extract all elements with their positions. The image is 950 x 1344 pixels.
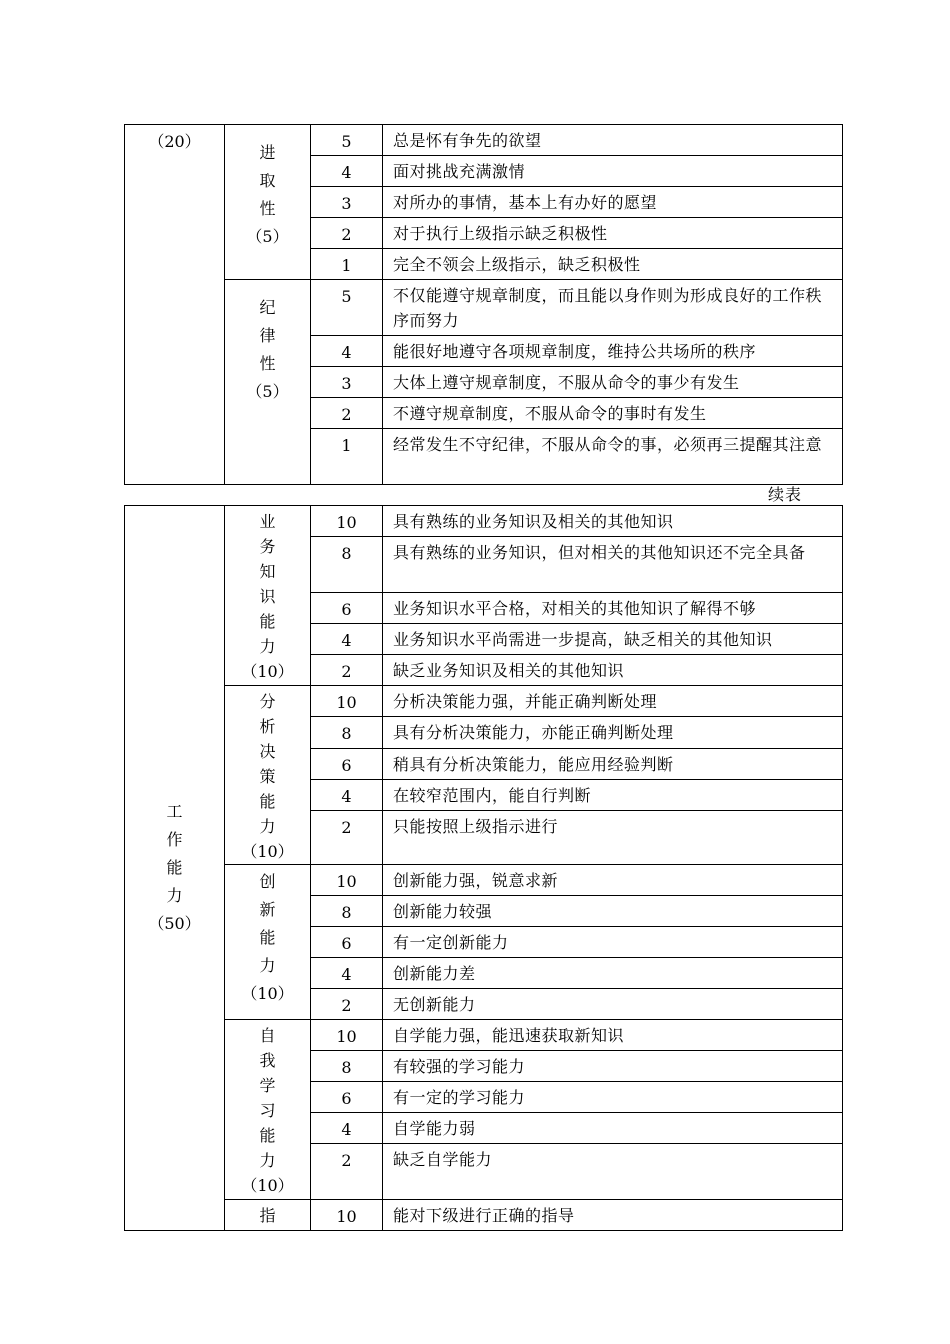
evaluation-table-part2 xyxy=(124,505,843,1231)
evaluation-table-part1 xyxy=(124,124,843,485)
criterion-char: （10） xyxy=(241,842,294,861)
description-cell: 总是怀有争先的欲望 xyxy=(383,125,843,156)
criterion-char: 析 xyxy=(259,717,276,736)
score-cell: 1 xyxy=(311,249,383,280)
score-cell: 3 xyxy=(311,187,383,218)
score-cell: 2 xyxy=(311,1144,383,1200)
category-char: 能 xyxy=(166,858,183,877)
description-cell: 自学能力强，能迅速获取新知识 xyxy=(383,1020,843,1051)
criterion-char: 能 xyxy=(259,928,276,947)
description-cell: 在较窄范围内，能自行判断 xyxy=(383,780,843,811)
description-cell: 具有熟练的业务知识及相关的其他知识 xyxy=(383,506,843,537)
description-cell: 不遵守规章制度，不服从命令的事时有发生 xyxy=(383,398,843,429)
criterion-char: 纪 xyxy=(259,298,276,317)
description-cell: 创新能力较强 xyxy=(383,896,843,927)
work-ability-category-cell xyxy=(125,506,225,1231)
description-cell: 分析决策能力强，并能正确判断处理 xyxy=(383,686,843,717)
description-cell: 有一定创新能力 xyxy=(383,927,843,958)
score-cell: 2 xyxy=(311,218,383,249)
criterion-char: （10） xyxy=(241,1176,294,1195)
score-cell: 2 xyxy=(311,989,383,1020)
criterion-char: 能 xyxy=(259,1126,276,1145)
description-cell: 创新能力强，锐意求新 xyxy=(383,865,843,896)
criterion-guidance-cell xyxy=(225,1200,311,1231)
description-cell: 不仅能遵守规章制度，而且能以身作则为形成良好的工作秩序而努力 xyxy=(383,280,843,336)
score-cell: 8 xyxy=(311,896,383,927)
criterion-char: 能 xyxy=(259,792,276,811)
description-cell: 对于执行上级指示缺乏积极性 xyxy=(383,218,843,249)
score-cell: 10 xyxy=(311,1020,383,1051)
criterion-char: 策 xyxy=(259,767,276,786)
criterion-char: 进 xyxy=(259,143,276,162)
score-cell: 6 xyxy=(311,748,383,779)
criterion-enterprising-cell xyxy=(225,125,311,280)
criterion-char: 力 xyxy=(259,956,276,975)
score-cell: 10 xyxy=(311,865,383,896)
criterion-char: 业 xyxy=(259,512,276,531)
score-cell: 3 xyxy=(311,367,383,398)
criterion-char: 取 xyxy=(259,171,276,190)
score-cell: 6 xyxy=(311,927,383,958)
criterion-discipline-cell xyxy=(225,280,311,485)
description-cell: 能对下级进行正确的指导 xyxy=(383,1200,843,1231)
description-cell: 只能按照上级指示进行 xyxy=(383,811,843,865)
score-cell: 8 xyxy=(311,1051,383,1082)
criterion-analysis-decision-cell xyxy=(225,686,311,865)
criterion-char: 指 xyxy=(259,1206,276,1225)
score-cell: 4 xyxy=(311,780,383,811)
criterion-char: 能 xyxy=(259,612,276,631)
category-char: （50） xyxy=(148,914,201,933)
criterion-char: 力 xyxy=(259,1151,276,1170)
score-cell: 4 xyxy=(311,336,383,367)
criterion-char: （10） xyxy=(241,662,294,681)
criterion-business-knowledge-cell xyxy=(225,506,311,686)
score-cell: 6 xyxy=(311,1082,383,1113)
criterion-char: 务 xyxy=(259,537,276,556)
description-cell: 具有熟练的业务知识，但对相关的其他知识还不完全具备 xyxy=(383,537,843,593)
criterion-char: 性 xyxy=(259,199,276,218)
score-cell: 4 xyxy=(311,624,383,655)
description-cell: 经常发生不守纪律，不服从命令的事，必须再三提醒其注意 xyxy=(383,429,843,485)
criterion-char: 新 xyxy=(259,900,276,919)
score-cell: 10 xyxy=(311,686,383,717)
description-cell: 业务知识水平尚需进一步提高，缺乏相关的其他知识 xyxy=(383,624,843,655)
criterion-char: （5） xyxy=(246,227,289,246)
criterion-char: 创 xyxy=(259,872,276,891)
score-cell: 8 xyxy=(311,537,383,593)
description-cell: 缺乏自学能力 xyxy=(383,1144,843,1200)
criterion-char: 决 xyxy=(259,742,276,761)
criterion-char: 自 xyxy=(259,1026,276,1045)
continued-label: 续表 xyxy=(768,485,803,504)
score-cell: 10 xyxy=(311,506,383,537)
criterion-char: （5） xyxy=(246,382,289,401)
score-cell: 2 xyxy=(311,811,383,865)
description-cell: 业务知识水平合格，对相关的其他知识了解得不够 xyxy=(383,593,843,624)
description-cell: 创新能力差 xyxy=(383,958,843,989)
criterion-char: 我 xyxy=(259,1051,276,1070)
description-cell: 缺乏业务知识及相关的其他知识 xyxy=(383,655,843,686)
score-cell: 5 xyxy=(311,125,383,156)
score-cell: 2 xyxy=(311,398,383,429)
description-cell: 自学能力弱 xyxy=(383,1113,843,1144)
score-cell: 4 xyxy=(311,156,383,187)
description-cell: 对所办的事情，基本上有办好的愿望 xyxy=(383,187,843,218)
criterion-char: （10） xyxy=(241,984,294,1003)
score-cell: 4 xyxy=(311,1113,383,1144)
description-cell: 无创新能力 xyxy=(383,989,843,1020)
score-cell: 10 xyxy=(311,1200,383,1231)
criterion-char: 力 xyxy=(259,817,276,836)
description-cell: 具有分析决策能力，亦能正确判断处理 xyxy=(383,717,843,748)
description-cell: 能很好地遵守各项规章制度，维持公共场所的秩序 xyxy=(383,336,843,367)
criterion-innovation-cell xyxy=(225,865,311,1020)
criterion-char: 性 xyxy=(259,354,276,373)
description-cell: 稍具有分析决策能力，能应用经验判断 xyxy=(383,748,843,779)
category-char: 作 xyxy=(166,830,183,849)
score-cell: 5 xyxy=(311,280,383,336)
criterion-char: 识 xyxy=(259,587,276,606)
description-cell: 面对挑战充满激情 xyxy=(383,156,843,187)
criterion-char: 知 xyxy=(259,562,276,581)
description-cell: 有较强的学习能力 xyxy=(383,1051,843,1082)
score-cell: 6 xyxy=(311,593,383,624)
description-cell: 完全不领会上级指示，缺乏积极性 xyxy=(383,249,843,280)
criterion-char: 习 xyxy=(259,1101,276,1120)
criterion-char: 律 xyxy=(259,326,276,345)
criterion-char: 力 xyxy=(259,637,276,656)
score-cell: 8 xyxy=(311,717,383,748)
criterion-char: 分 xyxy=(259,692,276,711)
category-weight-cell: （20） xyxy=(125,125,225,485)
score-cell: 4 xyxy=(311,958,383,989)
description-cell: 大体上遵守规章制度，不服从命令的事少有发生 xyxy=(383,367,843,398)
criterion-self-learning-cell xyxy=(225,1020,311,1200)
score-cell: 2 xyxy=(311,655,383,686)
criterion-char: 学 xyxy=(259,1076,276,1095)
score-cell: 1 xyxy=(311,429,383,485)
category-char: 力 xyxy=(166,886,183,905)
category-char: 工 xyxy=(166,802,183,821)
description-cell: 有一定的学习能力 xyxy=(383,1082,843,1113)
